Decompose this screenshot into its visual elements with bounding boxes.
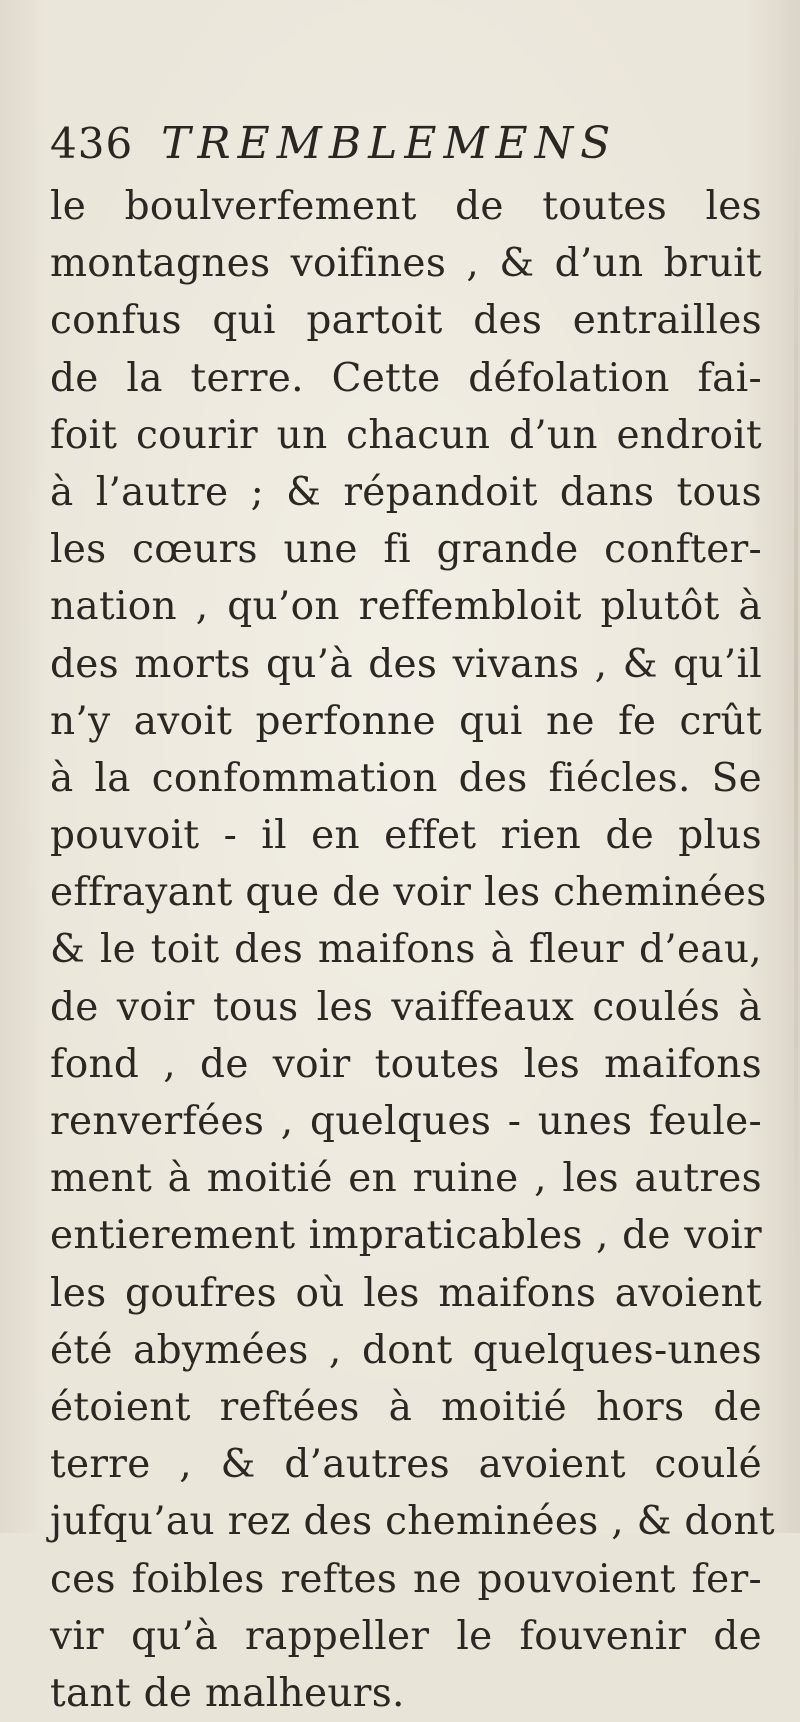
text-line: les cœurs une fi grande confter-	[50, 527, 762, 573]
text-line: entierement impraticables , de voir	[50, 1213, 762, 1259]
page-header	[50, 118, 617, 178]
text-line: effrayant que de voir les cheminées	[50, 870, 767, 916]
text-line: ment à moitié en ruine , les autres	[50, 1156, 762, 1202]
running-title: TREMBLEMENS	[161, 118, 618, 169]
text-line: étoient reftées à moitié hors de	[50, 1384, 762, 1430]
text-line: à la confommation des fiécles. Se	[50, 755, 762, 801]
text-line: n’y avoit perfonne qui ne fe crût	[50, 698, 762, 744]
text-line: fond , de voir toutes les maifons	[50, 1041, 762, 1087]
text-line: & le toit des maifons à fleur d’eau,	[50, 927, 762, 973]
text-line: à l’autre ; & répandoit dans tous	[50, 469, 762, 515]
page-number: 436	[50, 119, 134, 168]
text-line: nation , qu’on reffembloit plutôt à	[50, 584, 762, 630]
page-edge-shadow	[794, 120, 798, 1270]
text-line: renverfées , quelques - unes feule-	[50, 1099, 762, 1144]
text-line: vir qu’à rappeller le fouvenir de	[50, 1613, 762, 1659]
text-line: foit courir un chacun d’un endroit	[50, 412, 762, 458]
text-line: pouvoit - il en effet rien de plus	[50, 813, 762, 859]
text-line: montagnes voifines , & d’un bruit	[50, 241, 762, 287]
text-line: été abymées , dont quelques-unes	[50, 1327, 762, 1373]
text-line: les goufres où les maifons avoient	[50, 1270, 762, 1316]
text-line: tant de malheurs.	[50, 1670, 405, 1716]
text-line: confus qui partoit des entrailles	[50, 298, 762, 344]
text-line: de la terre. Cette défolation fai-	[50, 355, 762, 401]
text-line: des morts qu’à des vivans , & qu’il	[50, 641, 762, 687]
text-line: jufqu’au rez des cheminées , & dont	[50, 1499, 775, 1545]
text-line: terre , & d’autres avoient coulé	[50, 1442, 762, 1488]
text-line: le boulverfement de toutes les	[50, 184, 762, 229]
text-line: de voir tous les vaiffeaux coulés à	[50, 984, 762, 1030]
text-line: ces foibles reftes ne pouvoient fer-	[50, 1556, 762, 1602]
body-text	[50, 178, 775, 1722]
